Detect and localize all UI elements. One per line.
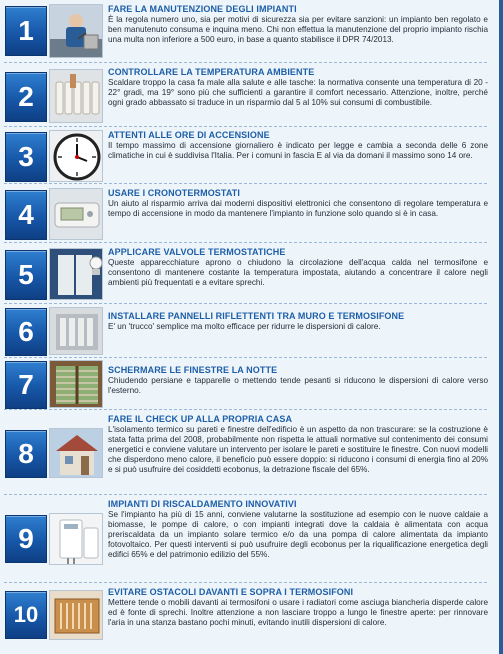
tip-body [108,247,488,288]
tip-number: 2 [5,72,47,122]
radiator-icon [49,69,103,123]
tip-body [108,4,488,45]
tip-9 [0,495,496,583]
tip-6 [0,304,496,358]
tip-number: 9 [5,515,47,563]
tip-number: 5 [5,250,47,300]
tip-1 [0,0,496,63]
tip-text: Se l'impianto ha più di 15 anni, conviene valutarne la sostituzione ad esempio con le nuove caldaie a biomasse, le pompe di calore, o con impianti integrati dove la caldaia è alimentata con acqua preriscaldata da un impianto solare termico e/o da una pompa di calore alimentata da impianto fotovoltaico. Per questi interventi si può usufruire degli ecobonus per la riqualificazione energetica degli edifici 65% e del patrimonio edilizio del 55%. [108,510,488,559]
panel-icon [49,307,103,355]
tip-number: 4 [5,190,47,240]
tip-text: Queste apparecchiature aprono o chiudono la circolazione dell'acqua calda nel termosifone e consentono di mantenere costante la temperatura impostata, aiutando a concentrare il calore negli ambienti più frequentati e a evitare sprechi. [108,258,488,287]
page-border [499,0,503,654]
tip-3 [0,127,496,184]
tip-title: EVITARE OSTACOLI DAVANTI E SOPRA I TERMOSIFONI [108,587,354,597]
tip-text: L'isolamento termico su pareti e finestre dell'edificio è un aspetto da non trascurare: se la costruzione è stata fatta prima del 2008, probabilmente non rispetta le attuali normative sul contenimento dei consumi energetici e conviene valutare un intervento per isolare le pareti e sostituire le finestre. Con nuovi modelli che disperdono meno calore, il beneficio può essere doppio: si riducono i consumi di energia fino al 20% e si può usufruire dei cosiddetti ecobonus, la detrazione fiscale del 65%. [108,425,488,474]
heater-icon [49,590,103,640]
tip-number: 6 [5,308,47,356]
tip-text: È la regola numero uno, sia per motivi di sicurezza sia per evitare sanzioni: un impianto ben regolato e ben manutenuto consuma e inquina meno. Chi non effettua la manutenzione del proprio impianto rischia una multa non inferiore a 500 euro, in base a quanto stabilisce il DPR 74/2013. [108,15,488,44]
boiler-icon [49,513,103,565]
tip-title: FARE LA MANUTENZIONE DEGLI IMPIANTI [108,4,297,14]
tip-body [108,188,488,219]
tip-body [108,311,488,332]
window-icon [49,360,103,408]
tip-10 [0,583,496,654]
tip-body [108,365,488,396]
tip-title: INSTALLARE PANNELLI RIFLETTENTI TRA MURO E TERMOSIFONE [108,311,405,321]
tip-title: APPLICARE VALVOLE TERMOSTATICHE [108,247,286,257]
tip-number: 8 [5,430,47,478]
tip-text: Il tempo massimo di accensione giornaliero è indicato per legge e cambia a seconda delle 6 zone climatiche in cui è suddivisa l'Italia. Per i comuni in fascia E al via da domani il massimo sono 14 ore. [108,141,488,160]
clock-icon [49,130,103,182]
thermostat-icon [49,188,103,240]
tip-title: SCHERMARE LE FINESTRE LA NOTTE [108,365,278,375]
tip-text: E' un 'trucco' semplice ma molto efficace per ridurre le dispersioni di calore. [108,322,381,331]
tip-8 [0,410,496,495]
tip-body [108,414,488,475]
tip-text: Mettere tende o mobili davanti ai termosifoni o usare i radiatori come asciuga biancheria disperde calore ed è fonte di sprechi. Inoltre attenzione a non lasciare troppo a lungo le finestre aperte: per rinnovare l'aria in una stanza bastano pochi minuti, evitando inutili dispersioni di calore. [108,598,488,627]
house-icon [49,428,103,478]
tip-text: Chiudendo persiane e tapparelle o mettendo tende pesanti si riducono le dispersioni di calore verso l'esterno. [108,376,488,395]
tip-body [108,499,488,560]
tip-body [108,130,488,161]
tip-7 [0,358,496,410]
tip-body [108,67,488,108]
tip-title: USARE I CRONOTERMOSTATI [108,188,240,198]
tip-title: FARE IL CHECK UP ALLA PROPRIA CASA [108,414,293,424]
tip-2 [0,63,496,127]
tip-5 [0,243,496,304]
tip-number: 10 [5,591,47,639]
tip-text: Scaldare troppo la casa fa male alla salute e alle tasche: la normativa consente una temperatura di 20 - 22° gradi, ma 19° sono più che sufficienti a garantire il comfort necessario. Attenzione, inoltre, perché ogni grado abbassato si traduce in un risparmio dal 5 al 10% sui consumi di combustibile. [108,78,488,107]
technician-icon [49,4,103,58]
tip-number: 1 [5,6,47,56]
tip-number: 3 [5,132,47,182]
tip-text: Un aiuto al risparmio arriva dai moderni dispositivi elettronici che consentono di regolare temperatura e tempo di accensione in modo da mantenere l'impianto in funzione solo quando si è in casa. [108,199,488,218]
tip-title: CONTROLLARE LA TEMPERATURA AMBIENTE [108,67,315,77]
tip-number: 7 [5,361,47,409]
valve-icon [49,248,103,300]
tip-title: IMPIANTI DI RISCALDAMENTO INNOVATIVI [108,499,297,509]
tip-4 [0,184,496,243]
tip-body [108,587,488,628]
tip-title: ATTENTI ALLE ORE DI ACCENSIONE [108,130,270,140]
